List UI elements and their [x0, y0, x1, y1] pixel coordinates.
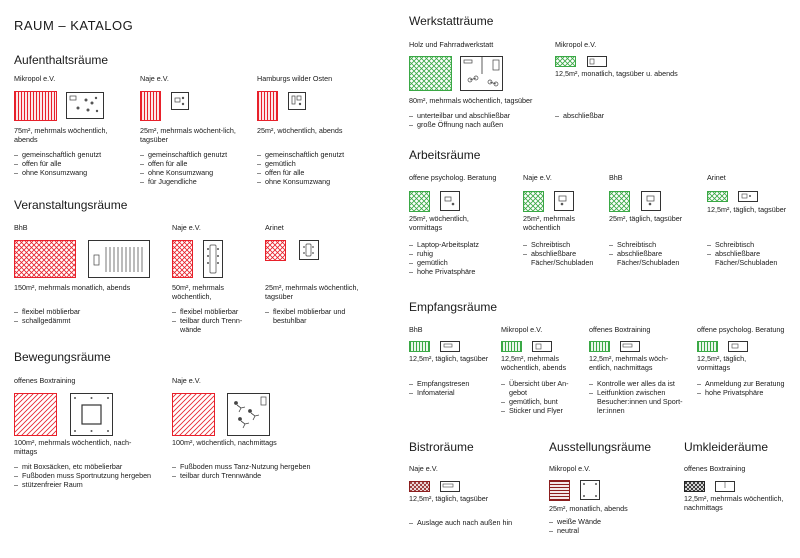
bullet-list	[257, 150, 377, 186]
bullet: – offen für alle	[14, 159, 134, 168]
area-swatch	[555, 56, 576, 67]
area-swatch	[684, 481, 705, 492]
bullet: – ruhig	[409, 249, 509, 258]
item-name: Naje e.V.	[172, 223, 201, 232]
bullet: – Übersicht über An-gebot	[501, 379, 585, 397]
bullet: – offen für alle	[257, 168, 377, 177]
bullet: – abschließbare Fächer/Schubladen	[609, 249, 693, 267]
area-swatch	[589, 341, 610, 352]
bullet: – hohe Privatsphäre	[697, 388, 797, 397]
bullet: – ohne Konsumzwang	[257, 177, 377, 186]
bullet-list	[707, 240, 795, 267]
bullet: – gemeinschaftlich genutzt	[140, 150, 250, 159]
item-desc: 25m², täglich, tagsüber	[609, 214, 683, 223]
area-swatch	[14, 91, 57, 121]
floor-plan	[715, 481, 735, 492]
bullet: – gemeinschaftlich genutzt	[14, 150, 134, 159]
bullet-list	[589, 379, 695, 415]
bullet: – neutral	[549, 526, 659, 535]
area-swatch	[501, 341, 522, 352]
item-desc: 50m², mehrmals wöchentlich,	[172, 283, 224, 301]
bullet: – ohne Konsumzwang	[140, 168, 250, 177]
bullet: – Fußboden muss Tanz-Nutzung hergeben	[172, 462, 342, 471]
floor-plan	[580, 480, 600, 500]
bullet: – gemeinschaftlich genutzt	[257, 150, 377, 159]
bullet-list	[14, 150, 134, 177]
bullet-list	[14, 462, 159, 489]
floor-plan	[532, 341, 552, 352]
area-swatch	[697, 341, 718, 352]
bullet-list	[14, 307, 144, 325]
bullet: – teilbar durch Trenn- wände	[172, 316, 262, 334]
floor-plan	[288, 92, 306, 110]
area-swatch	[409, 481, 430, 492]
bullet: – mit Boxsäcken, etc möbelierbar	[14, 462, 159, 471]
floor-plan	[88, 240, 150, 278]
area-swatch	[523, 191, 544, 212]
bullet: – Auslage auch nach außen hin	[409, 518, 539, 527]
bullet: – flexibel möblierbar	[172, 307, 262, 316]
item-desc: 25m², mehrmals wöchent-lich, tagsüber	[140, 126, 236, 144]
item-name: Mikropol e.V.	[501, 325, 543, 334]
bullet: – gemütlich	[257, 159, 377, 168]
item-desc: 12,5m², täglich, vormittags	[697, 354, 747, 372]
bullet-list	[523, 240, 605, 267]
floor-plan	[728, 341, 748, 352]
item-name: BhB	[409, 325, 423, 334]
bullet: – abschließbar	[555, 111, 675, 120]
bullet: – gemütlich	[409, 258, 509, 267]
item-desc: 25m², mehrmals wöchentlich	[523, 214, 575, 232]
bullet-list	[609, 240, 693, 267]
area-swatch	[14, 393, 57, 436]
bullet: – abschließbare Fächer/Schubladen	[707, 249, 795, 267]
item-desc: 150m², mehrmals monatlich, abends	[14, 283, 131, 292]
bullet: – große Öffnung nach außen	[409, 120, 559, 129]
bullet: – Schreibtisch	[523, 240, 605, 249]
floor-plan	[440, 481, 460, 492]
item-name: offene psycholog. Beratung	[697, 325, 785, 334]
area-swatch	[409, 341, 430, 352]
item-name: offenes Boxtraining	[684, 464, 746, 473]
item-desc: 25m², wöchentlich, vormittags	[409, 214, 469, 232]
floor-plan	[70, 393, 113, 436]
bullet-list	[549, 517, 659, 535]
bullet-list	[409, 111, 559, 129]
bullet: – teilbar durch Trennwände	[172, 471, 342, 480]
item-desc: 25m², wöchentlich, abends	[257, 126, 343, 135]
area-swatch	[257, 91, 278, 121]
bullet: – unterteilbar und abschließbar	[409, 111, 559, 120]
section-heading-werkstatt: Werkstatträume	[409, 14, 494, 28]
floor-plan	[440, 341, 460, 352]
bullet: – Anmeldung zur Beratung	[697, 379, 797, 388]
bullet-list	[555, 111, 675, 120]
floor-plan	[440, 191, 460, 211]
bullet: – Schreibtisch	[707, 240, 795, 249]
section-heading-arbeit: Arbeitsräume	[409, 148, 481, 162]
item-name: Hamburgs wilder Osten	[257, 74, 333, 83]
item-name: Arinet	[707, 173, 726, 182]
bullet-list	[409, 518, 539, 527]
item-name: Naje e.V.	[172, 376, 201, 385]
area-swatch	[140, 91, 161, 121]
section-heading-bewegung: Bewegungsräume	[14, 350, 111, 364]
section-heading-empfang: Empfangsräume	[409, 300, 498, 314]
item-name: Mikropol e.V.	[549, 464, 591, 473]
bullet: – Sticker und Flyer	[501, 406, 585, 415]
floor-plan	[738, 191, 758, 202]
area-swatch	[707, 191, 728, 202]
area-swatch	[172, 240, 193, 278]
item-name: BhB	[14, 223, 28, 232]
bullet: – hohe Privatsphäre	[409, 267, 509, 276]
floor-plan	[203, 240, 223, 278]
item-name: Naje e.V.	[140, 74, 169, 83]
bullet: – weiße Wände	[549, 517, 659, 526]
bullet: – Infomaterial	[409, 388, 499, 397]
area-swatch	[549, 480, 570, 501]
item-desc: 12,5m², täglich, tagsüber	[409, 494, 489, 503]
bullet: – offen für alle	[140, 159, 250, 168]
item-desc: 80m², mehrmals wöchentlich, tagsüber	[409, 96, 533, 105]
item-desc: 12,5m², täglich, tagsüber	[409, 354, 489, 363]
bullet-list	[501, 379, 585, 415]
item-name: Mikropol e.V.	[14, 74, 56, 83]
bullet: – ohne Konsumzwang	[14, 168, 134, 177]
bullet: – abschließbare Fächer/Schubladen	[523, 249, 605, 267]
bullet-list	[409, 379, 499, 397]
floor-plan	[227, 393, 270, 436]
floor-plan	[554, 191, 574, 211]
bullet: – Fußboden muss Sportnutzung hergeben	[14, 471, 159, 480]
bullet: – für Jugendliche	[140, 177, 250, 186]
area-swatch	[409, 191, 430, 212]
item-name: Mikropol e.V.	[555, 40, 597, 49]
bullet-list	[140, 150, 250, 186]
bullet: – flexibel möblierbar	[14, 307, 144, 316]
bullet-list	[409, 240, 509, 276]
floor-plan	[171, 92, 189, 110]
page-title: RAUM – KATALOG	[14, 18, 134, 33]
bullet: – flexibel möblierbar und bestuhlbar	[265, 307, 380, 325]
item-desc: 12,5m², mehrmals wöchentlich, abends	[501, 354, 567, 372]
area-swatch	[265, 240, 286, 261]
floor-plan	[641, 191, 661, 211]
item-name: Naje e.V.	[523, 173, 552, 182]
bullet-list	[172, 462, 342, 480]
item-name: offene psycholog. Beratung	[409, 173, 497, 182]
item-desc: 12,5m², mehrmals wöchentlich, nachmittags	[684, 494, 784, 512]
item-name: Arinet	[265, 223, 284, 232]
item-desc: 100m², mehrmals wöchentlich, nach-mittags	[14, 438, 132, 456]
section-heading-ausstellung: Ausstellungsräume	[549, 440, 652, 454]
area-swatch	[409, 56, 452, 91]
section-heading-umkleide: Umkleideräume	[684, 440, 769, 454]
item-name: Naje e.V.	[409, 464, 438, 473]
bullet: – Leitfunktion zwischen Besucher:innen und Sport-ler:innen	[589, 388, 695, 415]
floor-plan	[460, 56, 503, 91]
item-desc: 25m², monatlich, abends	[549, 504, 628, 513]
bullet-list	[172, 307, 262, 334]
bullet-list	[697, 379, 797, 397]
item-name: Holz und Fahrradwerkstatt	[409, 40, 494, 49]
bullet: – gemütlich, bunt	[501, 397, 585, 406]
section-heading-aufenthalt: Aufenthaltsräume	[14, 53, 109, 67]
bullet: – Kontrolle wer alles da ist	[589, 379, 695, 388]
item-name: BhB	[609, 173, 623, 182]
area-swatch	[172, 393, 215, 436]
floor-plan	[620, 341, 640, 352]
area-swatch	[609, 191, 630, 212]
floor-plan	[66, 92, 104, 119]
bullet: – stützenfreier Raum	[14, 480, 159, 489]
floor-plan	[587, 56, 607, 67]
item-desc: 12,5m², mehrmals wöch-entlich, nachmittags	[589, 354, 669, 372]
item-desc: 100m², wöchentlich, nachmittags	[172, 438, 277, 447]
section-heading-veranstaltung: Veranstaltungsräume	[14, 198, 128, 212]
bullet: – schallgedämmt	[14, 316, 144, 325]
section-heading-bistro: Bistroräume	[409, 440, 474, 454]
bullet: – Empfangstresen	[409, 379, 499, 388]
item-desc: 12,5m², monatlich, tagsüber u. abends	[555, 69, 678, 78]
bullet: – Laptop-Arbeitsplatz	[409, 240, 509, 249]
item-name: offenes Boxtraining	[14, 376, 76, 385]
item-desc: 75m², mehrmals wöchentlich, abends	[14, 126, 108, 144]
floor-plan	[299, 240, 319, 260]
area-swatch	[14, 240, 76, 278]
item-name: offenes Boxtraining	[589, 325, 651, 334]
item-desc: 25m², mehrmals wöchentlich, tagsüber	[265, 283, 359, 301]
item-desc: 12,5m², täglich, tagsüber	[707, 205, 787, 214]
bullet-list	[265, 307, 380, 325]
bullet: – Schreibtisch	[609, 240, 693, 249]
